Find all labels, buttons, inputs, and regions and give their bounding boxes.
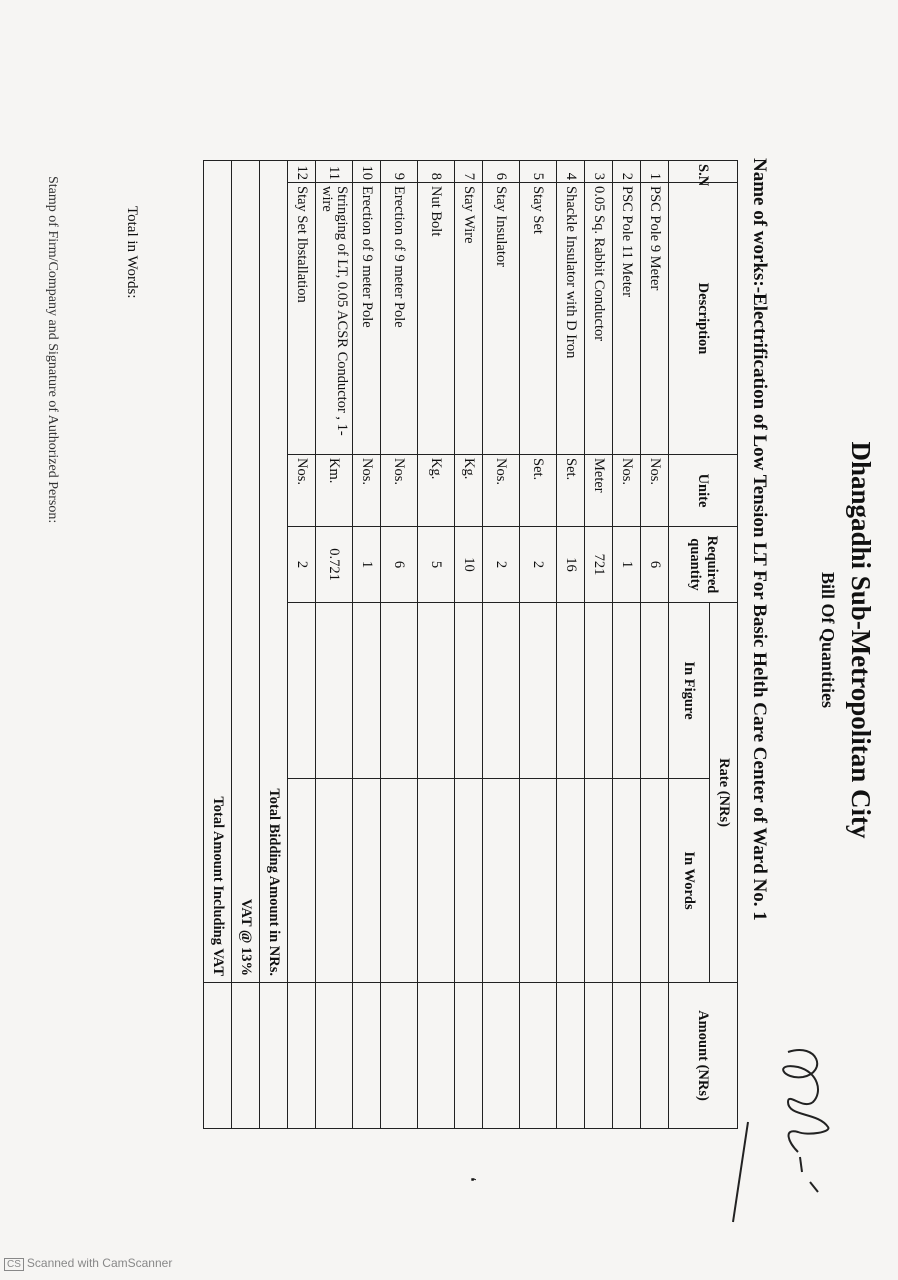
table-row <box>353 161 381 1129</box>
cell-amount[interactable] <box>316 983 353 1129</box>
cell-amount[interactable] <box>641 983 669 1129</box>
cell-unit: Set. <box>520 455 557 527</box>
table-row <box>557 161 585 1129</box>
cell-unit: Nos. <box>613 455 641 527</box>
cell-amount[interactable] <box>585 983 613 1129</box>
handwritten-signature <box>728 1032 858 1232</box>
cell-quantity: 16 <box>557 527 585 603</box>
cell-sn: 3 <box>585 161 613 183</box>
cell-unit: Km. <box>316 455 353 527</box>
table-row <box>316 161 353 1129</box>
table-row <box>418 161 455 1129</box>
cell-description: Erection of 9 meter Pole <box>353 183 381 455</box>
cell-amount[interactable] <box>418 983 455 1129</box>
cell-quantity: 0.721 <box>316 527 353 603</box>
stray-mark: ❛ <box>462 1177 477 1182</box>
cell-amount[interactable] <box>455 983 483 1129</box>
cell-rate-words[interactable] <box>585 779 613 983</box>
cell-amount[interactable] <box>520 983 557 1129</box>
cell-quantity: 1 <box>353 527 381 603</box>
cell-sn: 2 <box>613 161 641 183</box>
cell-rate-words[interactable] <box>353 779 381 983</box>
cell-sn: 11 <box>316 161 353 183</box>
header-description: Description <box>669 183 738 455</box>
header-rate-words: In Words <box>669 779 710 983</box>
cell-description: Stay Insulator <box>483 183 520 455</box>
cell-rate-words[interactable] <box>288 779 316 983</box>
total-row <box>232 161 260 1129</box>
header-sn: S.N <box>669 161 738 183</box>
cell-rate-figure[interactable] <box>585 603 613 779</box>
total-including-vat-amount[interactable] <box>204 983 232 1129</box>
cell-sn: 10 <box>353 161 381 183</box>
table-row <box>585 161 613 1129</box>
camscanner-logo-icon: CS <box>4 1258 24 1271</box>
cell-sn: 4 <box>557 161 585 183</box>
cell-rate-words[interactable] <box>381 779 418 983</box>
cell-description: PSC Pole 9 Meter <box>641 183 669 455</box>
cell-quantity: 721 <box>585 527 613 603</box>
cell-quantity: 6 <box>641 527 669 603</box>
boq-table <box>203 160 738 1129</box>
cell-rate-figure[interactable] <box>641 603 669 779</box>
stamp-signature-label: Stamp of Firm/Company and Signature of Authorized Person: <box>45 176 60 524</box>
cell-quantity: 5 <box>418 527 455 603</box>
table-row <box>641 161 669 1129</box>
cell-description: 0.05 Sq. Rabbit Conductor <box>585 183 613 455</box>
cell-rate-words[interactable] <box>316 779 353 983</box>
table-row <box>288 161 316 1129</box>
table-header-row <box>710 161 738 1129</box>
vat-amount[interactable] <box>232 983 260 1129</box>
cell-rate-figure[interactable] <box>316 603 353 779</box>
document-title: Dhangadhi Sub-Metropolitan City <box>846 441 876 839</box>
total-row <box>260 161 288 1129</box>
table-row <box>455 161 483 1129</box>
cell-unit: Nos. <box>288 455 316 527</box>
cell-sn: 7 <box>455 161 483 183</box>
cell-rate-figure[interactable] <box>557 603 585 779</box>
works-name: Name of works:-Electrification of Low Tension LT For Basic Helth Care Center of Ward No. 1 <box>749 158 770 921</box>
cell-amount[interactable] <box>353 983 381 1129</box>
cell-rate-figure[interactable] <box>613 603 641 779</box>
cell-sn: 12 <box>288 161 316 183</box>
vat-label: VAT @ 13% <box>232 161 260 983</box>
cell-sn: 9 <box>381 161 418 183</box>
cell-rate-words[interactable] <box>483 779 520 983</box>
table-row <box>613 161 641 1129</box>
cell-unit: Kg. <box>455 455 483 527</box>
cell-unit: Nos. <box>641 455 669 527</box>
total-bidding-amount[interactable] <box>260 983 288 1129</box>
cell-amount[interactable] <box>288 983 316 1129</box>
cell-description: Stay Set <box>520 183 557 455</box>
header-amount: Amount (NRs) <box>669 983 738 1129</box>
cell-amount[interactable] <box>483 983 520 1129</box>
cell-rate-figure[interactable] <box>483 603 520 779</box>
cell-rate-words[interactable] <box>418 779 455 983</box>
cell-unit: Nos. <box>381 455 418 527</box>
cell-rate-figure[interactable] <box>455 603 483 779</box>
cell-sn: 1 <box>641 161 669 183</box>
cell-rate-words[interactable] <box>520 779 557 983</box>
cell-rate-figure[interactable] <box>353 603 381 779</box>
cell-quantity: 2 <box>483 527 520 603</box>
cell-rate-words[interactable] <box>641 779 669 983</box>
cell-description: Erection of 9 meter Pole <box>381 183 418 455</box>
header-quantity: Required quantity <box>669 527 738 603</box>
cell-sn: 6 <box>483 161 520 183</box>
cell-description: Stay Set Ibstallation <box>288 183 316 455</box>
document-subtitle: Bill Of Quantities <box>818 571 838 708</box>
cell-description: Stay Wire <box>455 183 483 455</box>
table-row <box>483 161 520 1129</box>
cell-rate-words[interactable] <box>557 779 585 983</box>
cell-description: Nut Bolt <box>418 183 455 455</box>
cell-unit: Set. <box>557 455 585 527</box>
cell-unit: Nos. <box>483 455 520 527</box>
cell-quantity: 2 <box>520 527 557 603</box>
total-in-words-label: Total in Words: <box>124 206 140 299</box>
watermark-text: Scanned with CamScanner <box>26 1256 173 1270</box>
cell-description: Shackle Insulator with D Iron <box>557 183 585 455</box>
cell-sn: 8 <box>418 161 455 183</box>
cell-rate-figure[interactable] <box>288 603 316 779</box>
cell-rate-figure[interactable] <box>520 603 557 779</box>
cell-unit: Nos. <box>353 455 381 527</box>
cell-rate-words[interactable] <box>455 779 483 983</box>
cell-quantity: 1 <box>613 527 641 603</box>
total-including-vat-label: Total Amount Including VAT <box>204 161 232 983</box>
cell-quantity: 2 <box>288 527 316 603</box>
cell-rate-figure[interactable] <box>418 603 455 779</box>
table-row <box>381 161 418 1129</box>
cell-amount[interactable] <box>381 983 418 1129</box>
header-rate-figure: In Figure <box>669 603 710 779</box>
cell-amount[interactable] <box>613 983 641 1129</box>
header-rate: Rate (NRs) <box>710 603 738 983</box>
cell-rate-words[interactable] <box>613 779 641 983</box>
cell-quantity: 10 <box>455 527 483 603</box>
cell-description: PSC Pole 11 Meter <box>613 183 641 455</box>
cell-description: Stringing of LT, 0.05 ACSR Conductor , 1-wire <box>316 183 353 455</box>
cell-quantity: 6 <box>381 527 418 603</box>
cell-amount[interactable] <box>557 983 585 1129</box>
cell-unit: Kg. <box>418 455 455 527</box>
cell-rate-figure[interactable] <box>381 603 418 779</box>
table-row <box>520 161 557 1129</box>
total-bidding-label: Total Bidding Amount in NRs. <box>260 161 288 983</box>
total-row <box>204 161 232 1129</box>
cell-sn: 5 <box>520 161 557 183</box>
camscanner-watermark <box>4 1256 172 1271</box>
cell-unit: Meter <box>585 455 613 527</box>
header-unit: Unite <box>669 455 738 527</box>
